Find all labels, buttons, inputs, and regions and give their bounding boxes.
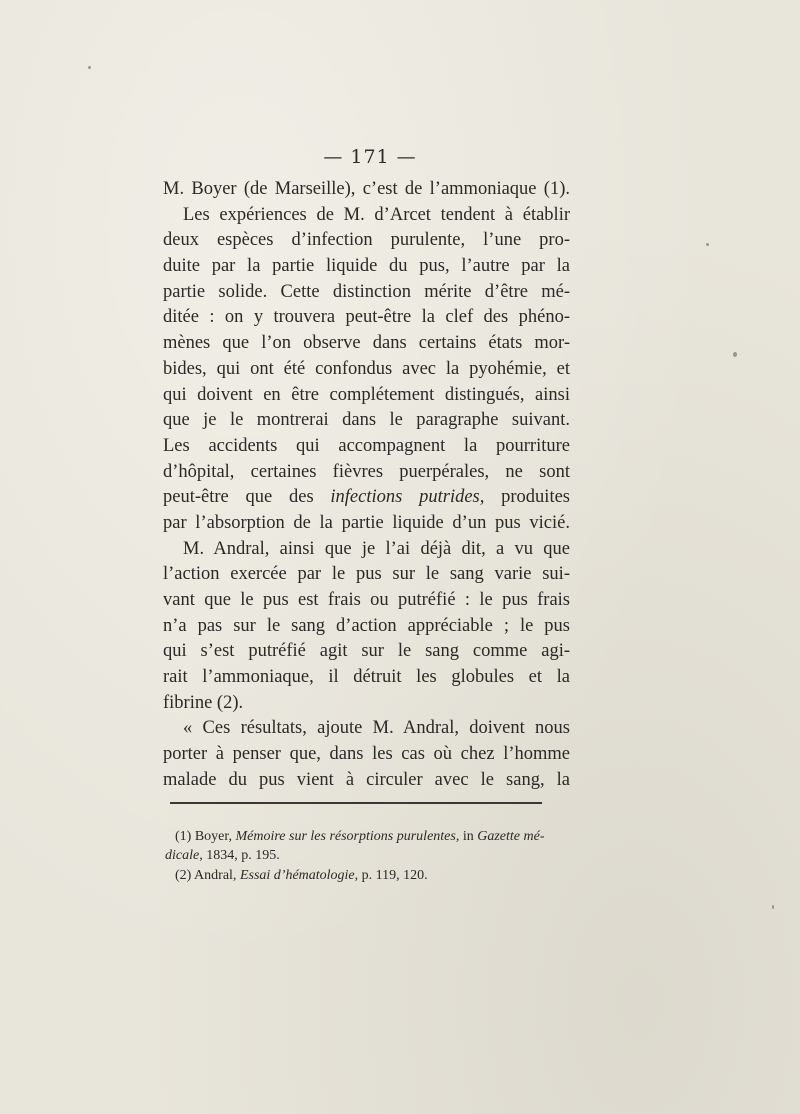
footnote-divider [170,802,542,804]
footnote-1 [175,827,570,846]
text-line: qui doivent en être complétement distingués, ainsi [163,384,570,405]
text-line: qui s’est putréfié agit sur le sang comme agi- [163,641,570,662]
footnotes [165,827,570,885]
footnote-2 [175,866,570,885]
text-line: mènes que l’on observe dans certains états mor- [163,333,570,354]
text-segment: produites [501,487,570,508]
text-line: Les expériences de M. d’Arcet tendent à établir [183,204,570,225]
text-line: M. Boyer (de Marseille), c’est de l’ammoniaque (1). [163,179,570,199]
text-line: rait l’ammoniaque, il détruit les globules et la [163,667,570,688]
text-line: bides, qui ont été confondus avec la pyohémie, et [163,358,570,379]
text-line: M. Andral, ainsi que je l’ai déjà dit, a vu que [183,538,570,559]
text-line: « Ces résultats, ajoute M. Andral, doivent nous [183,718,570,739]
paper-speck [706,243,709,246]
text-line-mixed [163,485,570,511]
footnote-2-citation: p. 119, 120. [361,868,428,883]
footnote-1-continued [165,846,570,865]
text-line: d’hôpital, certaines fièvres puerpérales, ne sont [163,461,570,482]
text-line: par l’absorption de la partie liquide d’un pus vicié. [163,512,570,533]
paper-speck [733,352,737,357]
paper-speck [88,66,91,69]
text-segment: peut-être que des [163,487,314,508]
footnote-1-citation: , 1834, p. 195. [199,848,280,863]
text-line: deux espèces d’infection purulente, l’une pro- [163,230,570,251]
italic-phrase: infections putrides, [330,487,485,508]
body-text [163,177,570,794]
text-line: n’a pas sur le sang d’action appréciable ; le pus [163,615,570,636]
footnote-1-in: in [462,829,474,844]
footnote-1-journal-end: dicale [165,848,200,863]
text-line: fibrine (2). [163,692,244,713]
text-line: vant que le pus est frais ou putréfié : le pus frais [163,590,570,610]
page-number: — 171 — [323,146,417,168]
text-line: partie solide. Cette distinction mérite d’être mé- [163,281,570,302]
text-line: l’action exercée par le pus sur le sang varie sui- [163,564,570,585]
text-line: que je le montrerai dans le paragraphe suivant. [163,410,570,431]
paper-speck [772,905,774,909]
footnote-1-journal: Gazette mé- [477,829,545,844]
footnote-2-author: (2) Andral, [175,868,237,883]
text-line: porter à penser que, dans les cas où chez l’homme [163,744,570,765]
footnote-1-author: (1) Boyer, [175,829,232,844]
footnote-2-title: Essai d’hématologie, [239,868,359,883]
footnote-1-title: Mémoire sur les résorptions purulentes, [235,829,460,844]
text-line: duite par la partie liquide du pus, l’autre par la [163,256,570,277]
text-line: ditée : on y trouvera peut-être la clef des phéno- [163,307,570,328]
text-line: Les accidents qui accompagnent la pourriture [163,435,570,456]
text-line: malade du pus vient à circuler avec le sang, la [163,769,570,790]
